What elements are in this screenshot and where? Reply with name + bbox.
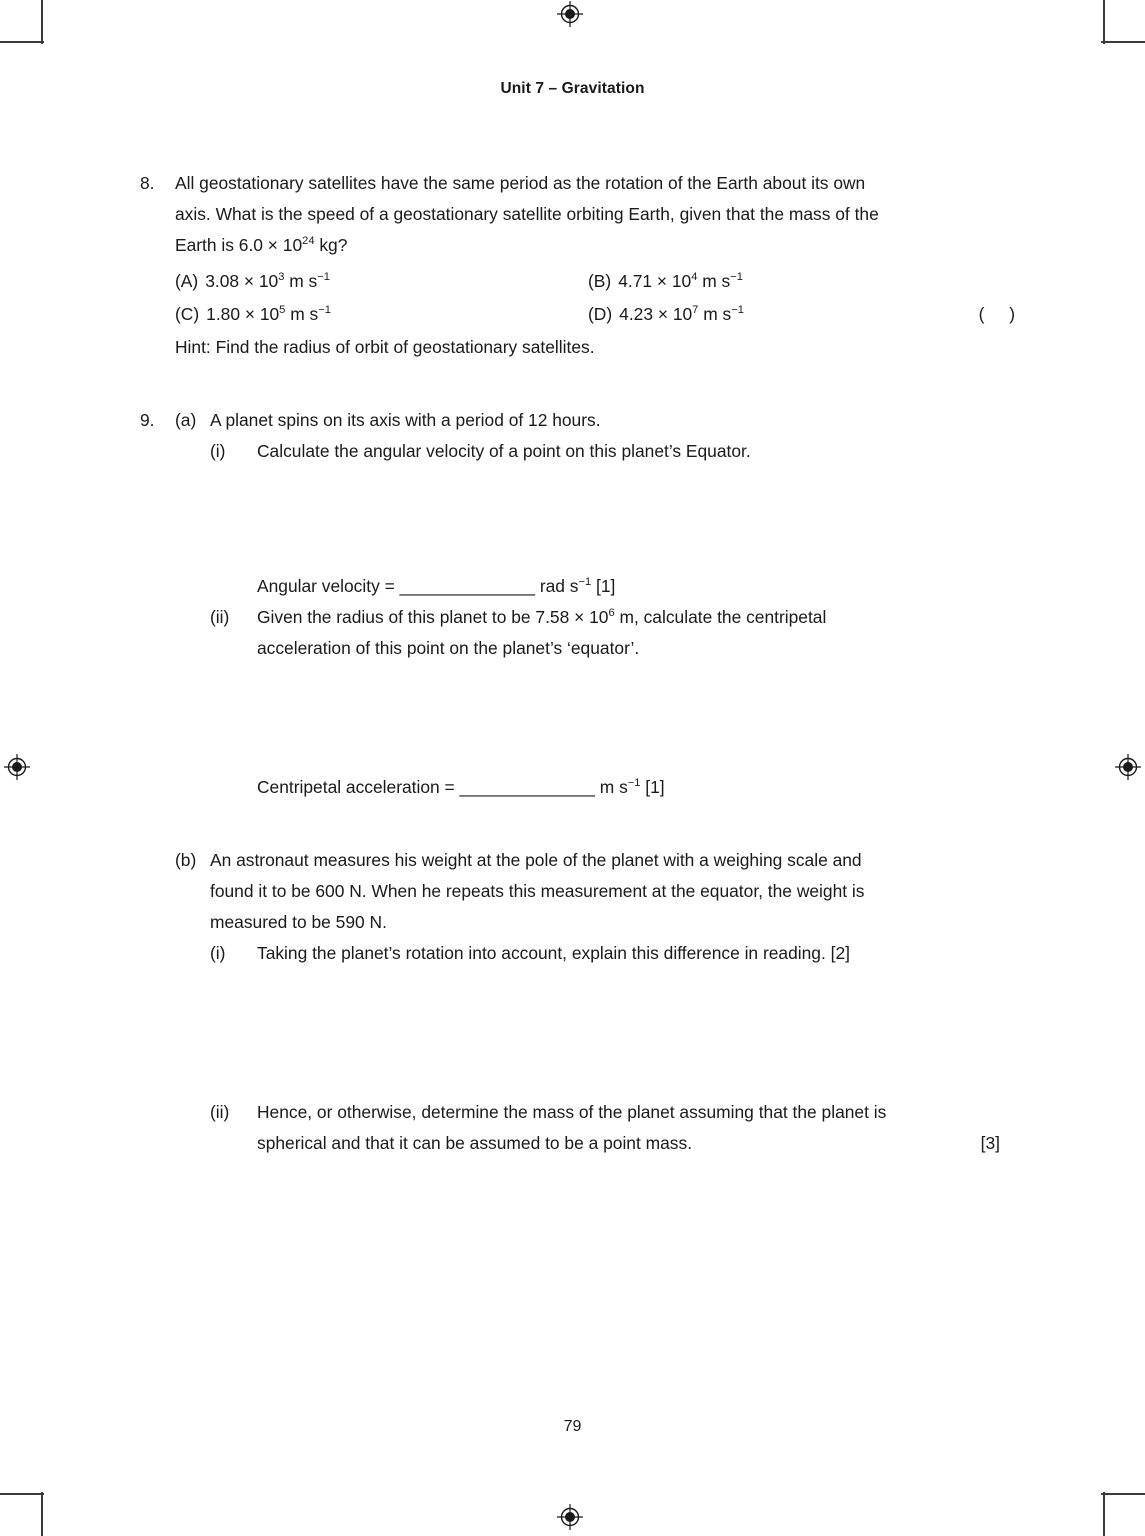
question-9-a-i-text: Calculate the angular velocity of a point on this planet’s Equator.	[257, 441, 751, 461]
question-8-stem-line-2: axis. What is the speed of a geostationary satellite orbiting Earth, given that the mass of the	[175, 204, 879, 224]
working-space-a-ii[interactable]	[257, 664, 1000, 772]
working-space-b-i[interactable]	[257, 969, 1000, 1097]
question-9-a-ii	[210, 602, 1000, 803]
crop-mark-icon-bottom-left-vertical	[41, 1492, 43, 1536]
running-head: Unit 7 – Gravitation	[500, 80, 645, 97]
answer-line-centripetal-acceleration-marks: [1]	[640, 777, 665, 797]
question-9-part-b-stem-line-1: An astronaut measures his weight at the pole of the planet with a weighing scale and	[210, 850, 862, 870]
option-d-mantissa: 4.23 × 10	[619, 304, 693, 324]
option-c-value	[206, 298, 331, 331]
question-8	[140, 168, 1025, 363]
crop-mark-icon-bottom-left-horizontal	[0, 1493, 44, 1495]
question-9-body	[175, 405, 1000, 1295]
crop-mark-icon-top-right-vertical	[1103, 0, 1105, 44]
question-9-b-ii-line-2	[257, 1128, 1000, 1159]
option-b[interactable]	[588, 265, 743, 298]
question-8-number: 8.	[140, 173, 155, 193]
question-9-part-b-body	[210, 845, 1000, 1295]
question-9-a-ii-body	[257, 602, 1000, 803]
option-d-unit-exponent: −1	[731, 304, 744, 317]
answer-line-centripetal-acceleration-unit-exponent: −1	[627, 777, 641, 790]
question-9-part-b-label: (b)	[175, 850, 197, 870]
answer-line-angular-velocity[interactable]	[257, 571, 1000, 602]
question-9-b-i	[210, 938, 1000, 1097]
answer-line-angular-velocity-unit-exponent: −1	[578, 576, 592, 589]
working-space-a-i[interactable]	[257, 467, 1000, 571]
crop-mark-icon-top-left-vertical	[41, 0, 43, 44]
question-9-b-ii-marks: [3]	[980, 1133, 1000, 1153]
question-9-b-ii-line-2-text: spherical and that it can be assumed to be a point mass.	[257, 1133, 693, 1153]
option-a[interactable]	[175, 265, 588, 298]
question-9-a-ii-label: (ii)	[210, 607, 230, 627]
question-9-part-b	[175, 845, 1000, 1295]
option-a-tag: (A)	[175, 271, 199, 291]
registration-target-icon-top	[557, 1, 583, 27]
option-c-unit: m s	[285, 304, 319, 324]
registration-target-icon-left	[4, 754, 30, 780]
answer-line-angular-velocity-marks: [1]	[591, 576, 616, 596]
option-a-value	[205, 265, 330, 298]
option-d-unit: m s	[698, 304, 732, 324]
question-9-part-a	[175, 405, 1000, 803]
spacer-between-questions	[140, 363, 1000, 405]
question-8-mass-exponent: 24	[302, 235, 315, 248]
option-a-mantissa: 3.08 × 10	[205, 271, 279, 291]
question-9-part-b-stem-line-2: found it to be 600 N. When he repeats this measurement at the equator, the weight is	[210, 881, 865, 901]
option-c-mantissa: 1.80 × 10	[206, 304, 280, 324]
option-c-tag: (C)	[175, 304, 200, 324]
crop-mark-icon-bottom-right-horizontal	[1101, 1493, 1145, 1495]
question-9-b-i-text: Taking the planet’s rotation into account, explain this difference in reading. [2]	[257, 943, 850, 963]
option-b-tag: (B)	[588, 271, 612, 291]
option-row-cd	[175, 298, 1000, 331]
question-8-options	[175, 265, 1025, 331]
question-9-part-b-stem-line-3: measured to be 590 N.	[210, 912, 387, 932]
option-d-value	[619, 298, 744, 331]
question-9-a-i	[210, 436, 1000, 602]
question-9-b-ii-label: (ii)	[210, 1102, 230, 1122]
question-9-a-ii-line-2: acceleration of this point on the planet’s ‘equator’.	[257, 638, 640, 658]
question-9-a-ii-radius-exponent: 6	[608, 607, 615, 620]
page-number: 79	[563, 1418, 582, 1435]
question-8-stem-line-1: All geostationary satellites have the same period as the rotation of the Earth about its own	[175, 173, 866, 193]
option-a-unit-exponent: −1	[317, 271, 330, 284]
option-d-tag: (D)	[588, 304, 613, 324]
question-9-part-a-body	[210, 405, 1000, 803]
question-9	[140, 405, 1000, 1295]
question-9-a-i-label: (i)	[210, 441, 226, 461]
option-b-mantissa: 4.71 × 10	[618, 271, 692, 291]
option-b-value	[618, 265, 743, 298]
option-b-exponent: 4	[691, 271, 698, 284]
option-a-exponent: 3	[278, 271, 285, 284]
option-a-unit: m s	[284, 271, 318, 291]
crop-mark-icon-top-left-horizontal	[0, 41, 44, 43]
option-d-exponent: 7	[692, 304, 699, 317]
option-b-unit: m s	[697, 271, 731, 291]
question-9-a-ii-radius-pre: Given the radius of this planet to be 7.58 × 10	[257, 607, 609, 627]
answer-line-centripetal-acceleration-label: Centripetal acceleration = ______________ m s	[257, 777, 628, 797]
worksheet-content	[140, 168, 1025, 1295]
question-8-stem-line-3	[175, 230, 1000, 261]
answer-line-centripetal-acceleration[interactable]	[257, 772, 1000, 803]
answer-line-angular-velocity-label: Angular velocity = ______________ rad s	[257, 576, 579, 596]
option-row-ab	[175, 265, 1000, 298]
question-9-b-ii	[210, 1097, 1000, 1295]
question-9-number: 9.	[140, 410, 155, 430]
question-9-b-i-label: (i)	[210, 943, 226, 963]
question-9-b-i-body	[257, 938, 1000, 1097]
question-9-part-a-stem: A planet spins on its axis with a period of 12 hours.	[210, 410, 601, 430]
option-d[interactable]	[588, 298, 744, 331]
question-8-body	[175, 168, 1025, 363]
spacer-between-parts	[175, 803, 1000, 845]
question-8-stem-line-3-pre: Earth is 6.0 × 10	[175, 235, 303, 255]
question-8-stem-line-3-post: kg?	[314, 235, 348, 255]
option-c[interactable]	[175, 298, 588, 331]
crop-mark-icon-top-right-horizontal	[1101, 41, 1145, 43]
question-8-hint: Hint: Find the radius of orbit of geostationary satellites.	[175, 337, 595, 357]
crop-mark-icon-bottom-right-vertical	[1103, 1492, 1105, 1536]
option-c-exponent: 5	[279, 304, 286, 317]
question-9-b-ii-body	[257, 1097, 1000, 1295]
question-9-part-a-label: (a)	[175, 410, 197, 430]
working-space-b-ii[interactable]	[257, 1159, 1000, 1295]
question-9-a-ii-radius-post: m, calculate the centripetal	[614, 607, 827, 627]
option-b-unit-exponent: −1	[730, 271, 743, 284]
answer-bracket[interactable]: ( )	[978, 304, 1025, 324]
question-9-a-ii-line-1	[257, 602, 1000, 633]
question-9-b-ii-line-1: Hence, or otherwise, determine the mass of the planet assuming that the planet is	[257, 1102, 887, 1122]
registration-target-icon-right	[1115, 754, 1141, 780]
registration-target-icon-bottom	[557, 1504, 583, 1530]
option-c-unit-exponent: −1	[318, 304, 331, 317]
question-9-a-i-body	[257, 436, 1000, 602]
